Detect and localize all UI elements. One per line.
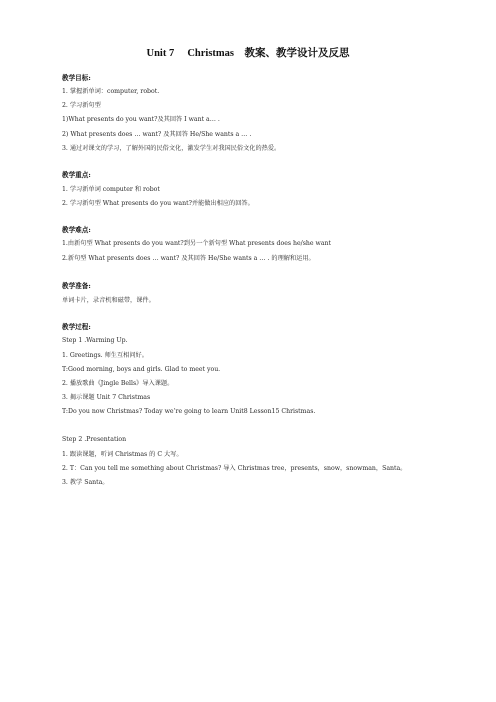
procedure-line: Step 2 .Presentation xyxy=(62,436,127,443)
procedure-line: 2. T：Can you tell me something about Christmas? 导入 Christmas tree，presents，snow，snowman，Santa。 xyxy=(62,465,407,472)
procedure-line: 3. 揭示课题 Unit 7 Christmas xyxy=(62,394,151,401)
section-heading-difficulties: 教学难点: xyxy=(62,226,91,234)
procedure-line: 3. 教学 Santa。 xyxy=(62,479,109,486)
section-heading-objectives: 教学目标: xyxy=(62,74,91,82)
objective-line: 3. 通过对课文的学习，了解外国的民俗文化，激发学生对我国民俗文化的热爱。 xyxy=(62,145,281,152)
section-heading-preparation: 教学准备: xyxy=(62,282,91,290)
objective-line: 1)What presents do you want?及其回答 I want a… . xyxy=(62,116,220,123)
objective-line: 1. 掌握新单词：computer, robot. xyxy=(62,88,160,95)
key-point-line: 2. 学习新句型 What presents do you want?并能做出相应的回答。 xyxy=(62,200,254,207)
difficulty-line: 2.新句型 What presents does … want? 及其回答 He/She wants a … . 的理解和运用。 xyxy=(62,255,315,262)
procedure-line: Step 1 .Warming Up. xyxy=(62,337,128,344)
difficulty-line: 1.由新句型 What presents do you want?到另一个新句型 What presents does he/she want xyxy=(62,240,332,247)
preparation-line: 单词卡片，录音机和磁带，课件。 xyxy=(62,297,155,304)
document-title: Unit 7 Christmas 教案、教学设计及反思 xyxy=(146,48,350,59)
procedure-line: 1. Greetings. 师生互相问好。 xyxy=(62,352,148,359)
procedure-line: 1. 跟读课题，听词 Christmas 的 C 大写。 xyxy=(62,451,183,458)
procedure-line: T:Good morning, boys and girls. Glad to meet you. xyxy=(62,366,221,373)
objective-line: 2. 学习新句型 xyxy=(62,102,101,109)
key-point-line: 1. 学习新单词 computer 和 robot xyxy=(62,186,160,193)
section-heading-procedure: 教学过程: xyxy=(62,323,91,331)
procedure-line: 2. 播放歌曲《Jingle Bells》导入课题。 xyxy=(62,380,174,387)
objective-line: 2) What presents does … want? 及其回答 He/She wants a … . xyxy=(62,131,252,138)
section-heading-key-points: 教学重点: xyxy=(62,171,91,179)
procedure-line: T:Do you now Christmas? Today we’re going to learn Unit8 Lesson15 Christmas. xyxy=(62,408,316,415)
